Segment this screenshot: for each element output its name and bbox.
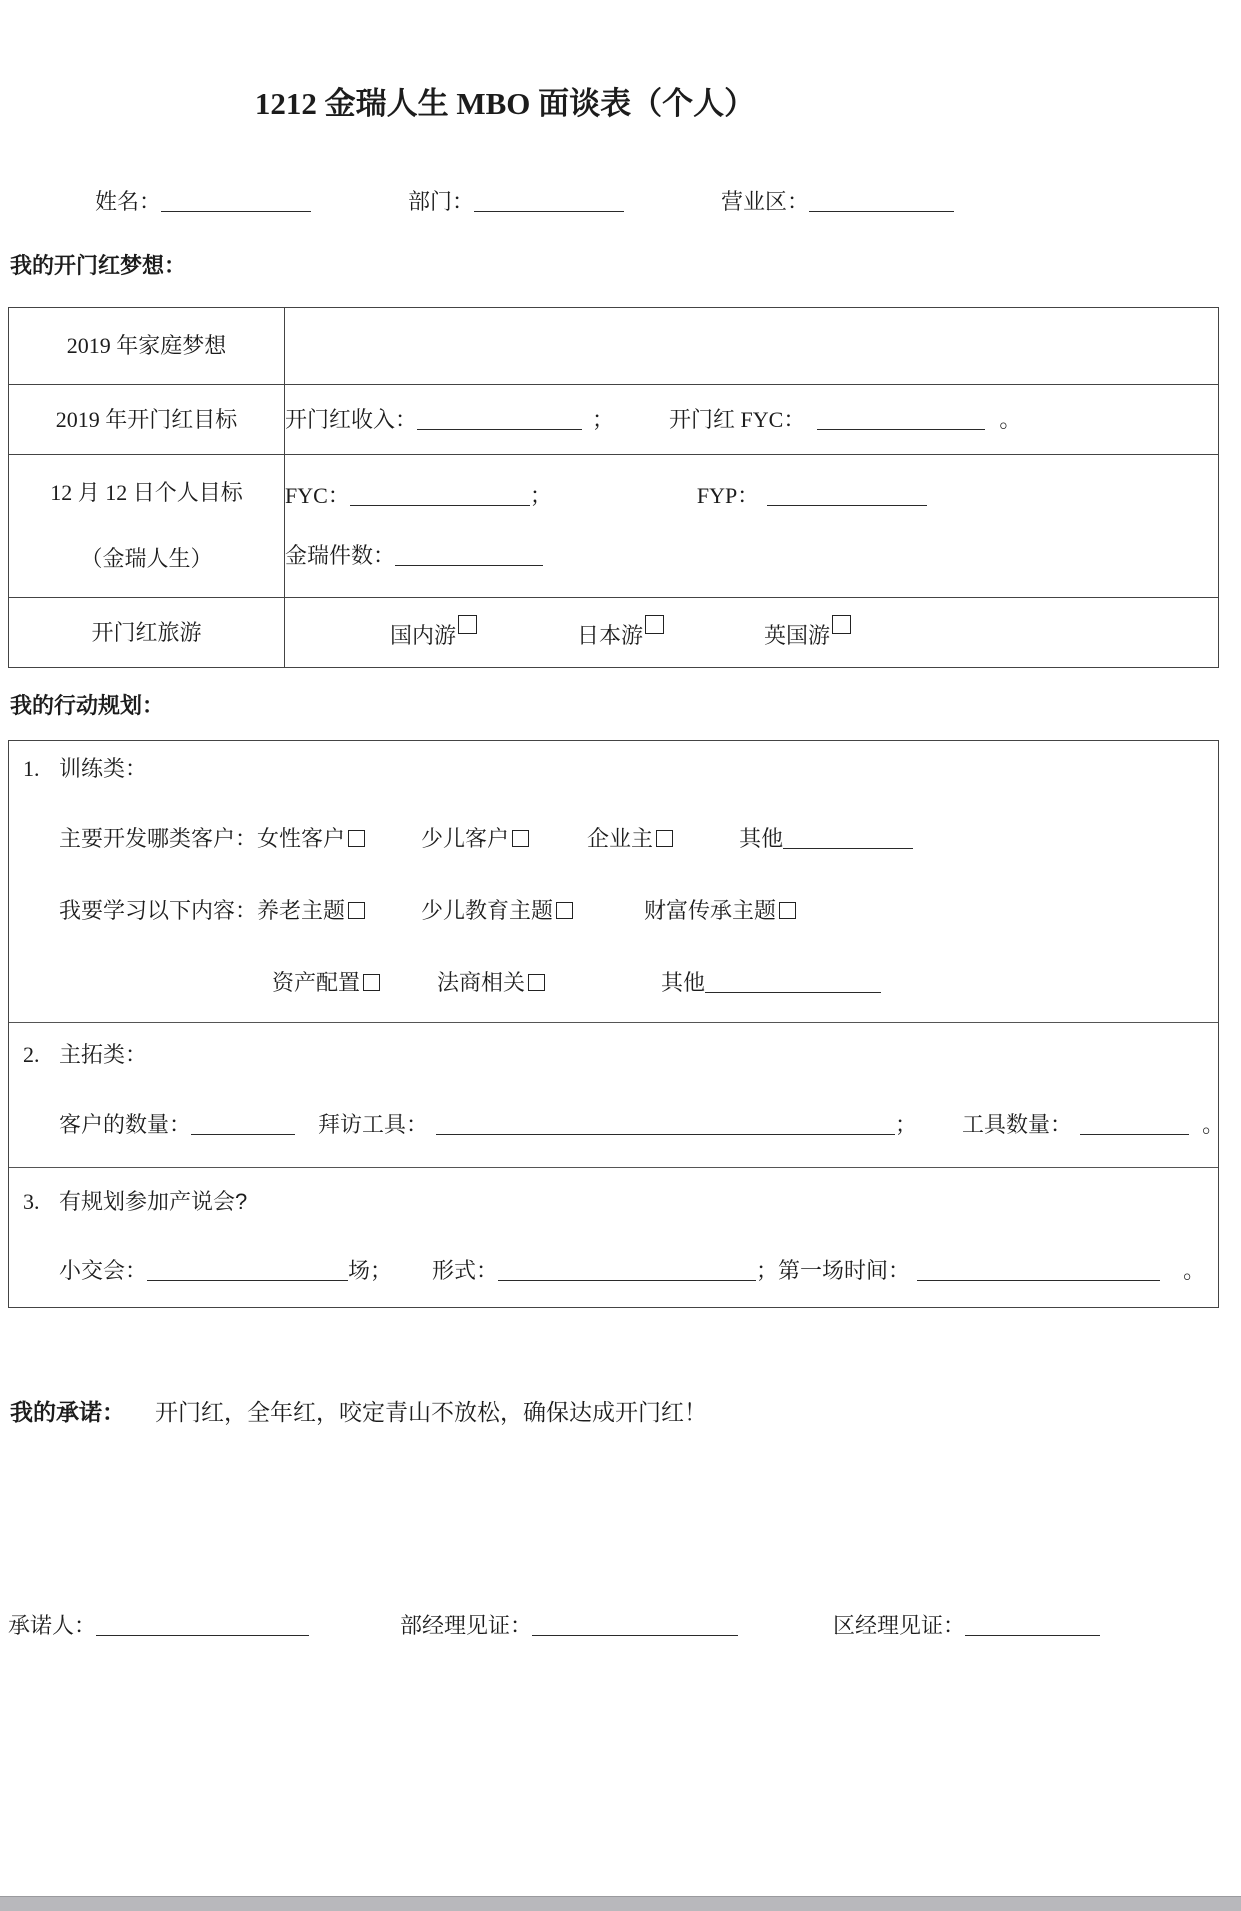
plan-item-seminar <box>9 1168 1218 1307</box>
learning-line1 <box>59 897 1206 925</box>
asset-allocation-label: 资产配置 <box>272 970 361 995</box>
dept-manager-label: 部经理见证： <box>400 1613 533 1638</box>
promise-text: 开门红，全年红，咬定青山不放松，确保达成开门红！ <box>155 1399 707 1425</box>
meeting-count-blank[interactable] <box>147 1276 348 1281</box>
learning-line2 <box>272 969 1206 997</box>
plan-item-prospecting <box>9 1023 1225 1168</box>
topic-option-child-education <box>421 897 573 925</box>
income-label: 开门红收入： <box>285 406 418 432</box>
female-customer-label: 女性客户 <box>257 826 346 851</box>
visit-tools-blank[interactable] <box>436 1130 895 1135</box>
prospecting-line <box>59 1111 1225 1139</box>
topic-option-pension <box>257 897 365 925</box>
customer-option-business-owner <box>587 825 673 853</box>
topic-option-asset-allocation <box>272 969 380 997</box>
personal-target-line2: （金瑞人生） <box>80 546 213 571</box>
region-manager-label: 区经理见证： <box>833 1613 966 1638</box>
asset-allocation-checkbox[interactable] <box>363 974 380 991</box>
topic-option-legal-business <box>437 969 545 997</box>
fyp-label: FYP： <box>696 483 760 508</box>
promise-label: 我的承诺： <box>10 1399 125 1425</box>
fyp-blank[interactable] <box>767 501 927 506</box>
child-education-topic-checkbox[interactable] <box>556 902 573 919</box>
department-field <box>408 188 624 216</box>
female-customer-checkbox[interactable] <box>348 830 365 847</box>
business-owner-checkbox[interactable] <box>656 830 673 847</box>
page-bottom-edge <box>0 1896 1241 1911</box>
plan-section-heading: 我的行动规划： <box>10 693 165 718</box>
travel-option-uk <box>764 615 851 650</box>
fyc-blank[interactable] <box>817 425 985 430</box>
name-label: 姓名： <box>95 189 162 214</box>
prospecting-title: 主拓类： <box>59 1042 148 1067</box>
wealth-inheritance-topic-checkbox[interactable] <box>779 902 796 919</box>
legal-business-checkbox[interactable] <box>528 974 545 991</box>
format-label: 形式： <box>432 1258 499 1283</box>
page-title: 1212 金瑞人生 MBO 面谈表（个人） <box>254 86 756 121</box>
target-label: 2019 年开门红目标 <box>9 385 285 455</box>
name-field <box>95 188 311 216</box>
travel-option-domestic <box>390 615 477 650</box>
pension-topic-checkbox[interactable] <box>348 902 365 919</box>
seminar-sentence-end: 。 <box>1183 1258 1206 1283</box>
region-manager-blank[interactable] <box>965 1631 1100 1636</box>
dream-section-heading: 我的开门红梦想： <box>10 253 187 278</box>
prospecting-title-line <box>21 1041 1206 1069</box>
dept-manager-field <box>400 1612 738 1640</box>
customers-other-blank[interactable] <box>783 844 913 849</box>
plan-item-training <box>9 741 1218 1023</box>
fyc-label: 开门红 FYC： <box>669 406 806 432</box>
meeting-label: 小交会： <box>59 1258 148 1283</box>
pieces-line <box>285 542 1218 570</box>
region-blank[interactable] <box>809 207 954 212</box>
income-separator: ； <box>592 406 615 432</box>
family-dream-input-cell[interactable] <box>285 308 1219 385</box>
training-title: 训练类： <box>59 756 148 781</box>
customer-option-child <box>421 825 529 853</box>
family-dream-label: 2019 年家庭梦想 <box>9 308 285 385</box>
child-education-topic-label: 少儿教育主题 <box>421 898 554 923</box>
table-row-family-dream <box>9 308 1219 385</box>
region-field <box>721 188 954 216</box>
fyc-fyp-line <box>285 482 1218 510</box>
domestic-travel-label: 国内游 <box>390 623 457 648</box>
tool-count-label: 工具数量： <box>962 1112 1073 1137</box>
region-manager-field <box>833 1612 1100 1640</box>
seminar-line <box>59 1257 1206 1285</box>
personal-target-label-cell <box>9 455 285 598</box>
target-cell <box>285 385 1219 455</box>
department-blank[interactable] <box>474 207 624 212</box>
income-blank[interactable] <box>417 425 582 430</box>
customer-count-blank[interactable] <box>191 1130 295 1135</box>
item3-number: 3. <box>23 1189 40 1214</box>
uk-travel-label: 英国游 <box>764 623 831 648</box>
personal-target-line1: 12 月 12 日个人目标 <box>50 480 243 505</box>
table-row-travel <box>9 598 1219 668</box>
japan-travel-checkbox[interactable] <box>645 615 664 634</box>
uk-travel-checkbox[interactable] <box>832 615 851 634</box>
visit-tools-label: 拜访工具： <box>318 1112 429 1137</box>
domestic-travel-checkbox[interactable] <box>458 615 477 634</box>
plan-box <box>8 740 1225 1308</box>
promiser-label: 承诺人： <box>8 1613 97 1638</box>
dept-manager-blank[interactable] <box>532 1631 738 1636</box>
table-row-target <box>9 385 1219 455</box>
pieces-blank[interactable] <box>395 561 543 566</box>
learning-label: 我要学习以下内容： <box>59 898 258 923</box>
travel-option-japan <box>577 615 664 650</box>
japan-travel-label: 日本游 <box>577 623 644 648</box>
seminar-title: 有规划参加产说会? <box>59 1189 248 1214</box>
personal-target-cell <box>285 455 1219 598</box>
name-blank[interactable] <box>161 207 311 212</box>
dream-table <box>8 307 1219 668</box>
business-owner-label: 企业主 <box>587 826 654 851</box>
child-customer-checkbox[interactable] <box>512 830 529 847</box>
promiser-blank[interactable] <box>96 1631 309 1636</box>
first-time-blank[interactable] <box>917 1276 1160 1281</box>
target-sentence-end: 。 <box>999 406 1022 432</box>
seminar-title-line <box>21 1188 1206 1216</box>
learning-other-label: 其他 <box>661 970 706 995</box>
fyc2-blank[interactable] <box>350 501 530 506</box>
customer-option-female <box>257 825 365 853</box>
item2-number: 2. <box>23 1042 40 1067</box>
pieces-label: 金瑞件数： <box>285 543 396 568</box>
travel-cell <box>285 598 1219 668</box>
format-blank[interactable] <box>498 1276 756 1281</box>
signature-row <box>8 1612 1100 1640</box>
table-row-personal-target <box>9 455 1219 598</box>
tool-count-blank[interactable] <box>1080 1130 1189 1135</box>
training-title-line <box>21 755 1206 783</box>
tools-separator: ； <box>895 1112 918 1137</box>
customers-label: 主要开发哪类客户： <box>59 826 258 851</box>
item1-number: 1. <box>23 756 40 781</box>
travel-options <box>285 615 1218 650</box>
legal-business-label: 法商相关 <box>437 970 526 995</box>
promise-line <box>10 1398 707 1426</box>
region-label: 营业区： <box>721 189 810 214</box>
wealth-inheritance-topic-label: 财富传承主题 <box>644 898 777 923</box>
fyc2-label: FYC： <box>285 483 350 508</box>
customers-other-label: 其他 <box>739 826 784 851</box>
promiser-field <box>8 1612 309 1640</box>
customers-line <box>59 825 1206 853</box>
customer-count-label: 客户的数量： <box>59 1112 192 1137</box>
fyc2-separator: ； <box>529 483 552 508</box>
pension-topic-label: 养老主题 <box>257 898 346 923</box>
topic-option-wealth-inheritance <box>644 897 796 925</box>
department-label: 部门： <box>408 189 475 214</box>
header-fields <box>95 188 954 216</box>
learning-other-blank[interactable] <box>705 988 881 993</box>
child-customer-label: 少儿客户 <box>421 826 510 851</box>
meeting-unit-label: 场； <box>348 1258 393 1283</box>
prospecting-sentence-end: 。 <box>1202 1112 1225 1137</box>
first-time-label: ；第一场时间： <box>756 1258 911 1283</box>
travel-label: 开门红旅游 <box>9 598 285 668</box>
